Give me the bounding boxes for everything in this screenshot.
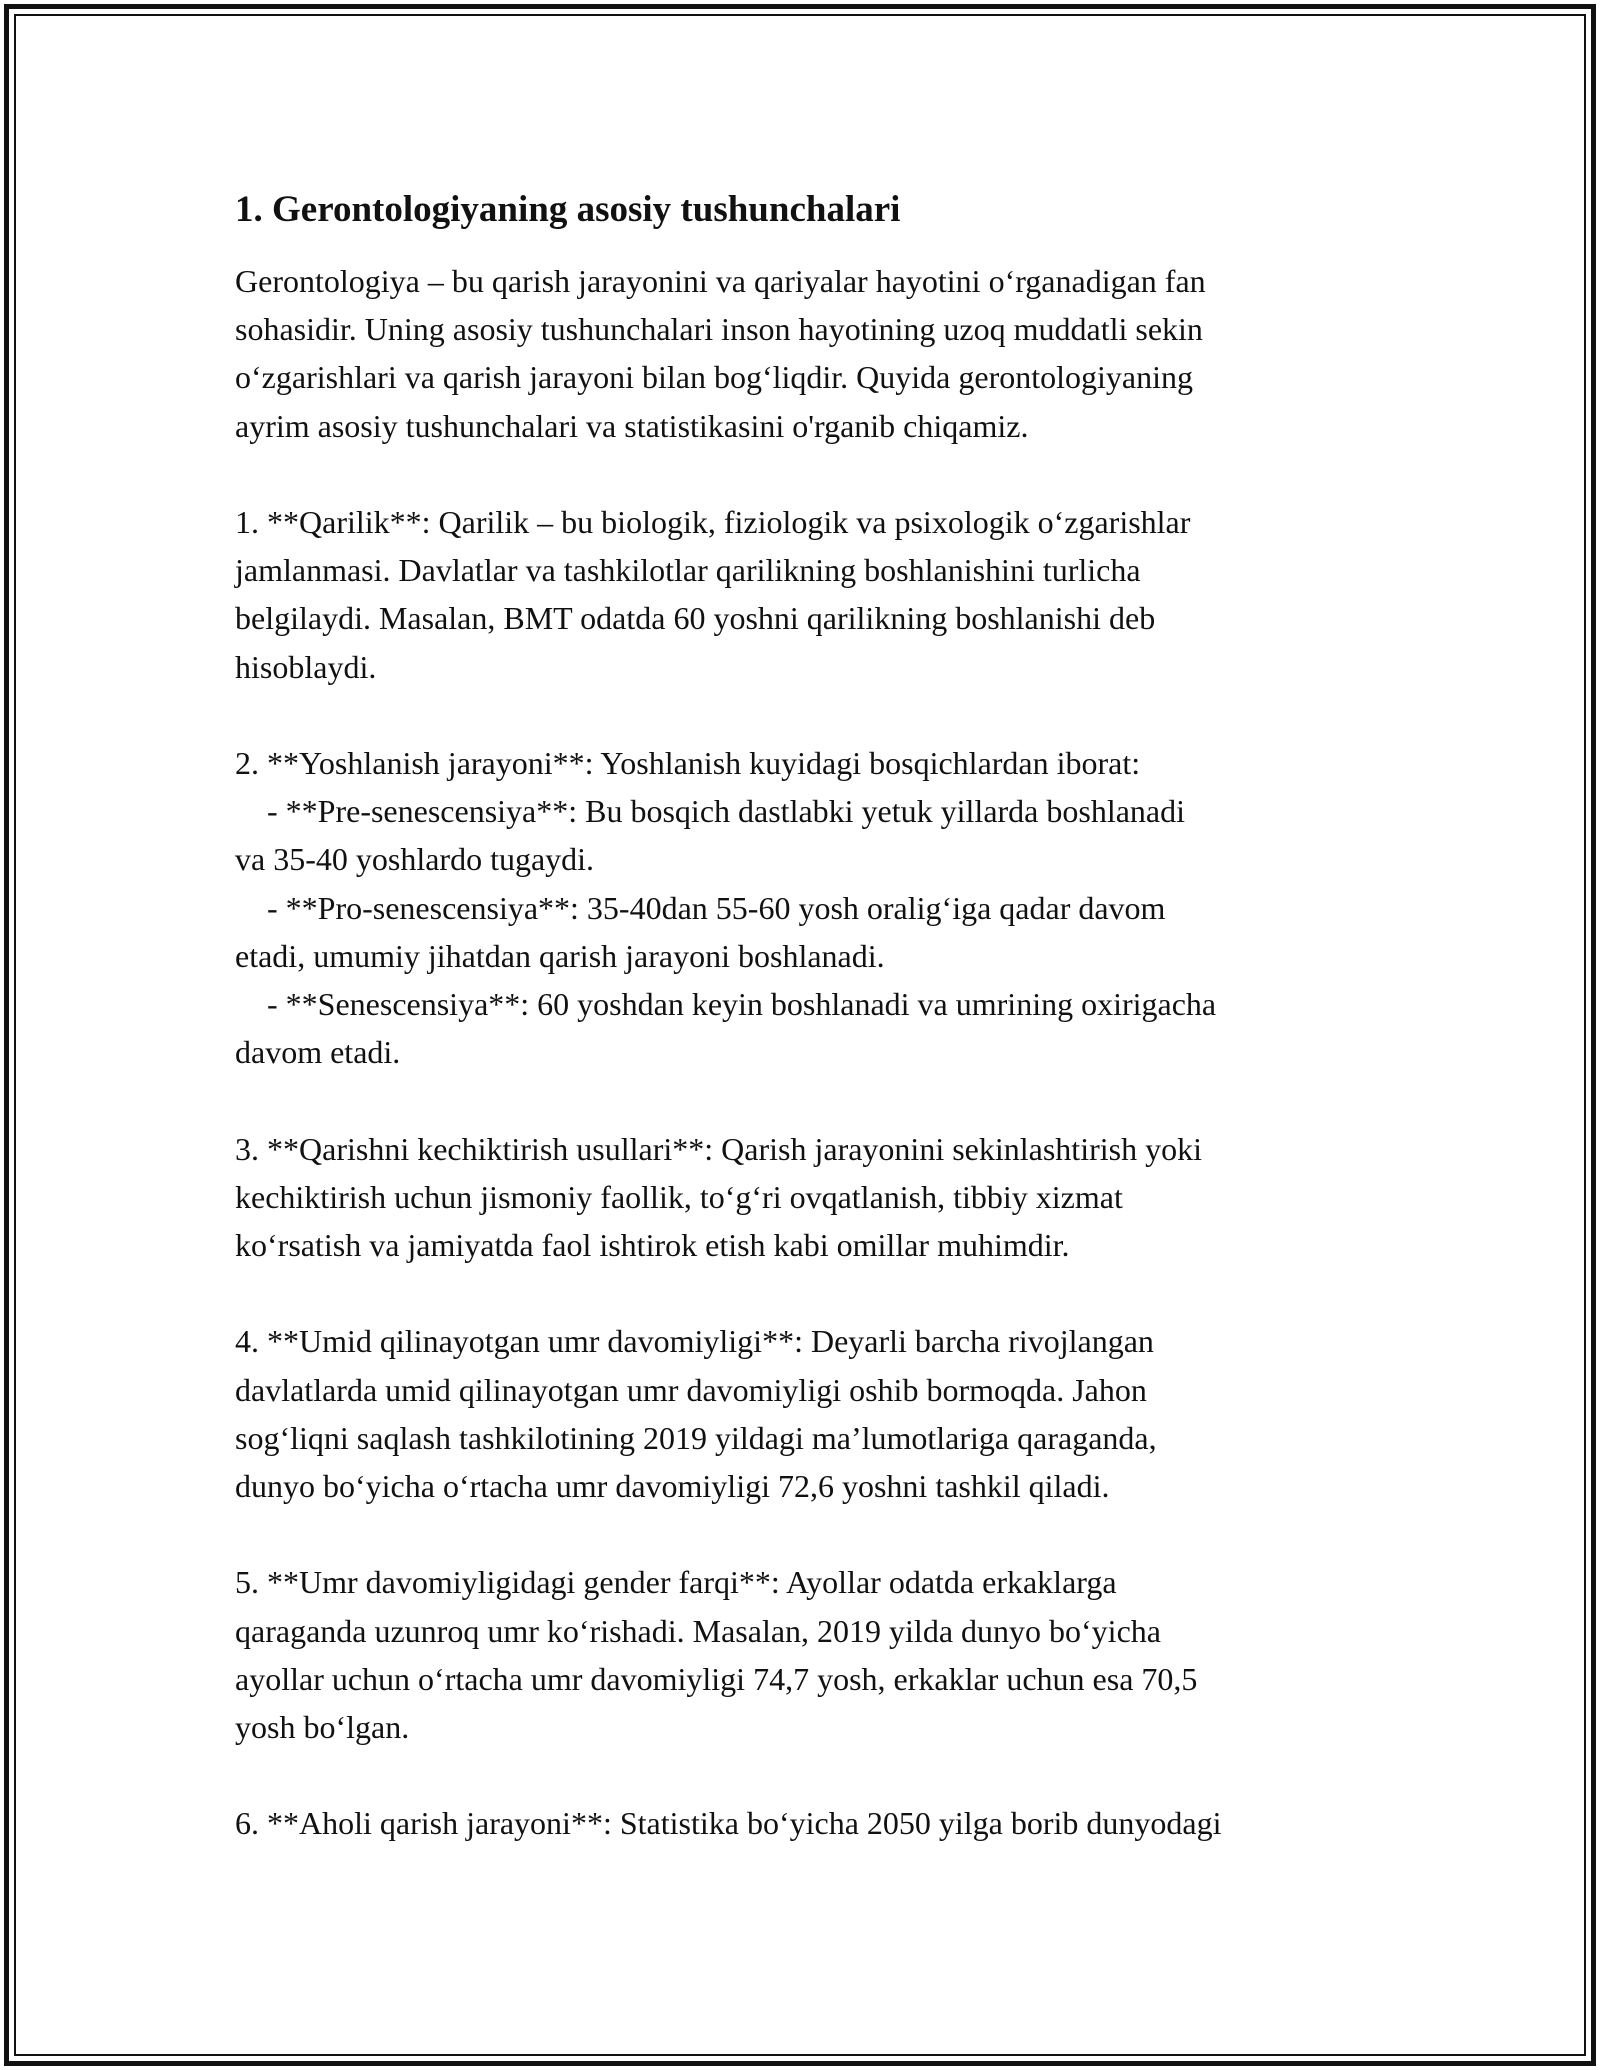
paragraph-qarishni-kechiktirish: 3. **Qarishni kechiktirish usullari**: Qarish jarayonini sekinlashtirish yoki kechiktirish uchun jismoniy faollik, to‘g‘ri ovqatlanish, tibbiy xizmat ko‘rsatish va jamiyatda faol ishtirok etish kabi omillar muhimdir. bbox=[235, 1130, 1202, 1264]
section-heading: 1. Gerontologiyaning asosiy tushunchalari bbox=[235, 189, 901, 230]
paragraph-gender-farqi: 5. **Umr davomiyligidagi gender farqi**: Ayollar odatda erkaklarga qaraganda uzunroq umr ko‘rishadi. Masalan, 2019 yilda dunyo bo‘yicha ayollar uchun o‘rtacha umr davomiyligi 74,7 yosh, erkaklar uchun esa 70,5 yosh bo‘lgan. bbox=[235, 1564, 1198, 1746]
paragraph-aholi-qarish: 6. **Aholi qarish jarayoni**: Statistika bo‘yicha 2050 yilga borib dunyodagi bbox=[235, 1805, 1222, 1842]
paragraph-qarilik: 1. **Qarilik**: Qarilik – bu biologik, fiziologik va psixologik o‘zgarishlar jamlanmasi. Davlatlar va tashkilotlar qarilikning boshlanishini turlicha belgilaydi. Masalan, BMT odatda 60 yoshni qarilikning boshlanishi deb hisoblaydi. bbox=[235, 504, 1191, 685]
document-body bbox=[235, 185, 1375, 1848]
intro-paragraph: Gerontologiya – bu qarish jarayonini va qariyalar hayotini o‘rganadigan fan sohasidir. Uning asosiy tushunchalari inson hayotining uzoq muddatli sekin o‘zgarishlari va qarish jarayoni bilan bog‘liqdir. Quyida gerontologiyaning ayrim asosiy tushunchalari va statistikasini o'rganib chiqamiz. bbox=[235, 263, 1206, 444]
paragraph-yoshlanish-jarayoni: 2. **Yoshlanish jarayoni**: Yoshlanish kuyidagi bosqichlardan iborat: - **Pre-senescensiya**: Bu bosqich dastlabki yetuk yillarda boshlanadi va 35-40 yoshlardo tugaydi. - **Pro-senescensiya**: 35-40dan 55-60 yosh oralig‘iga qadar davom etadi, umumiy jihatdan qarish jarayoni boshlanadi. - **Senescensiya**: 60 yoshdan keyin boshlanadi va umrining oxirigacha davom etadi. bbox=[235, 745, 1217, 1071]
paragraph-umr-davomiyligi: 4. **Umid qilinayotgan umr davomiyligi**: Deyarli barcha rivojlangan davlatlarda umid qilinayotgan umr davomiyligi oshib bormoqda. Jahon sog‘liqni saqlash tashkilotining 2019 yildagi ma’lumotlariga qaraganda, dunyo bo‘yicha o‘rtacha umr davomiyligi 72,6 yoshni tashkil qiladi. bbox=[235, 1323, 1157, 1505]
